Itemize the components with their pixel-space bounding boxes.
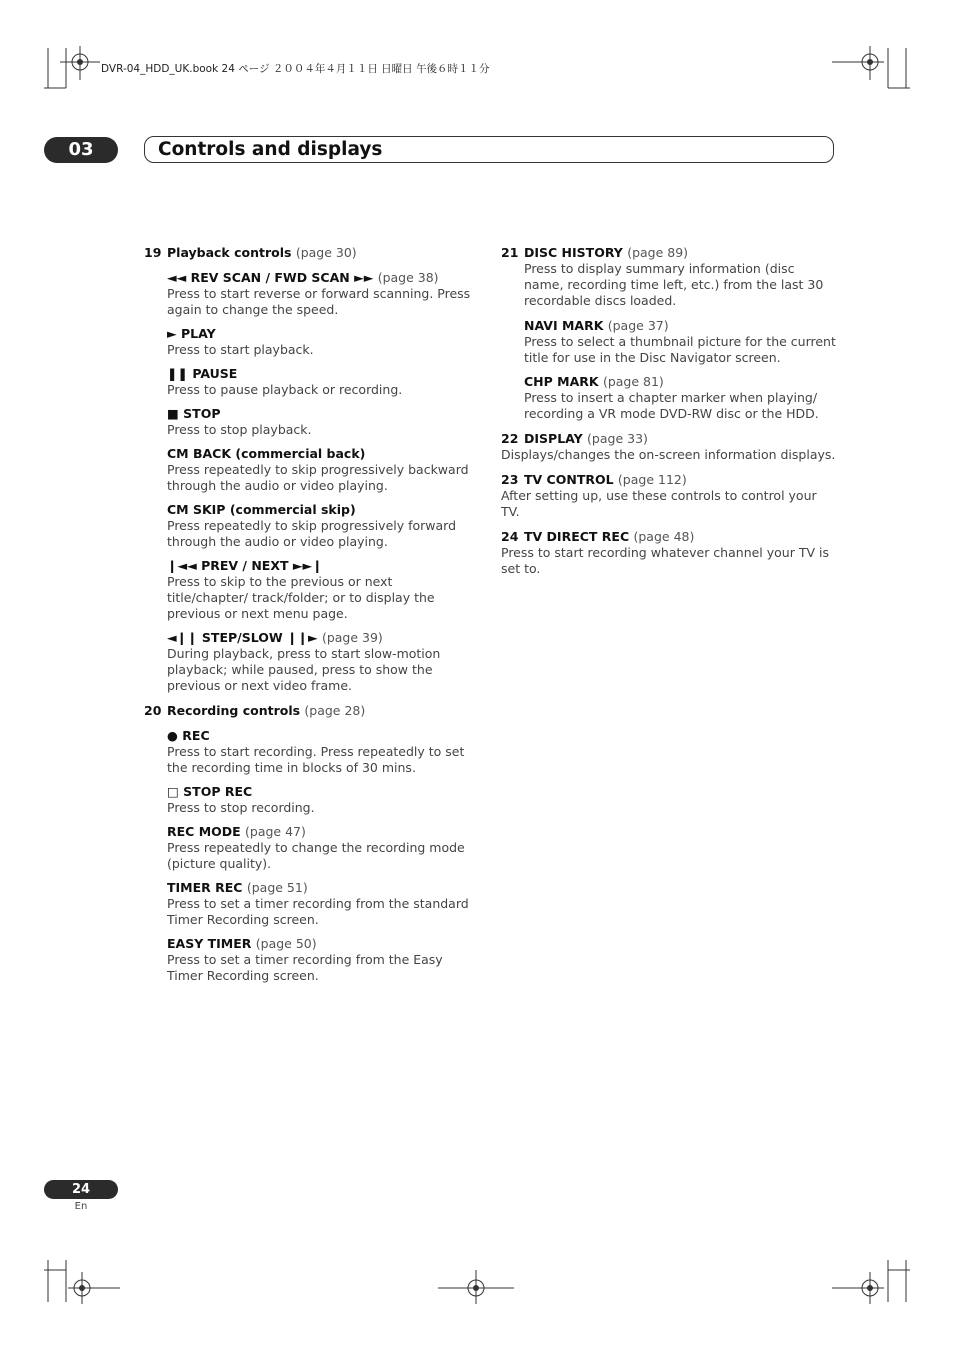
left-column bbox=[144, 245, 474, 993]
section-heading bbox=[144, 703, 474, 719]
control-item bbox=[167, 270, 474, 318]
control-description: Press repeatedly to change the recording mode (picture quality). bbox=[167, 840, 465, 871]
control-item bbox=[167, 880, 474, 928]
control-title: EASY TIMER bbox=[167, 936, 252, 951]
page-reference: (page 50) bbox=[255, 936, 317, 951]
control-item bbox=[167, 558, 474, 622]
section-title: Playback controls bbox=[167, 245, 292, 260]
section bbox=[501, 529, 836, 577]
control-heading bbox=[167, 558, 474, 574]
control-title: REV SCAN / FWD SCAN bbox=[190, 270, 350, 285]
control-item bbox=[167, 728, 474, 776]
section-number: 20 bbox=[144, 703, 162, 718]
control-title: CM BACK (commercial back) bbox=[167, 446, 366, 461]
control-description: Press to insert a chapter marker when playing/ recording a VR mode DVD-RW disc or the HDD. bbox=[524, 390, 819, 421]
section-description: Press to display summary information (disc name, recording time left, etc.) from the last 30 recordable discs loaded. bbox=[524, 261, 824, 308]
section-number: 19 bbox=[144, 245, 162, 260]
section bbox=[501, 245, 836, 422]
section-title: TV CONTROL bbox=[524, 472, 614, 487]
button-symbol-icon: ◄◄ bbox=[167, 270, 187, 285]
page-reference: (page 33) bbox=[587, 431, 648, 446]
control-title: CHP MARK bbox=[524, 374, 599, 389]
button-symbol-icon: ◄❙❙ bbox=[167, 630, 198, 645]
control-heading bbox=[524, 374, 836, 390]
section-description: Displays/changes the on-screen information displays. bbox=[501, 447, 836, 462]
section-heading bbox=[501, 245, 836, 261]
control-item bbox=[167, 936, 474, 984]
control-description: Press to set a timer recording from the standard Timer Recording screen. bbox=[167, 896, 469, 927]
chapter-title: Controls and displays bbox=[158, 139, 383, 160]
page-number-badge: 24 bbox=[44, 1180, 118, 1199]
control-item bbox=[167, 366, 474, 398]
control-heading bbox=[524, 318, 836, 334]
page-reference: (page 39) bbox=[321, 630, 383, 645]
button-symbol-icon: ❙❙► bbox=[287, 630, 318, 645]
control-title: PLAY bbox=[180, 326, 216, 341]
control-description: Press to start playback. bbox=[167, 342, 314, 357]
control-description: Press to select a thumbnail picture for the current title for use in the Disc Navigator screen. bbox=[524, 334, 836, 365]
control-heading bbox=[167, 880, 474, 896]
page-reference: (page 37) bbox=[607, 318, 669, 333]
control-title: PREV / NEXT bbox=[201, 558, 289, 573]
control-heading bbox=[167, 936, 474, 952]
control-description: Press to start recording. Press repeatedly to set the recording time in blocks of 30 mins. bbox=[167, 744, 465, 775]
button-symbol-icon: ►► bbox=[354, 270, 374, 285]
control-heading bbox=[167, 728, 474, 744]
section-description: Press to start recording whatever channel your TV is set to. bbox=[501, 545, 829, 576]
control-heading bbox=[167, 366, 474, 382]
control-title: NAVI MARK bbox=[524, 318, 604, 333]
control-description: Press to start reverse or forward scanning. Press again to change the speed. bbox=[167, 286, 471, 317]
control-title: STOP bbox=[183, 406, 221, 421]
control-heading bbox=[167, 784, 474, 800]
control-heading bbox=[167, 406, 474, 422]
button-symbol-icon: ❚❚ bbox=[167, 366, 188, 381]
control-heading bbox=[167, 630, 474, 646]
section-title: DISC HISTORY bbox=[524, 245, 623, 260]
control-heading bbox=[167, 824, 474, 840]
control-item bbox=[524, 374, 836, 422]
right-column bbox=[501, 245, 836, 586]
control-item bbox=[167, 446, 474, 494]
page-language: En bbox=[74, 1201, 88, 1212]
section-heading bbox=[501, 472, 836, 488]
button-symbol-icon: ►►❙ bbox=[292, 558, 323, 573]
button-symbol-icon: ► bbox=[167, 326, 177, 341]
section bbox=[501, 472, 836, 520]
control-description: Press to skip to the previous or next title/chapter/ track/folder; or to display the previous or next menu page. bbox=[167, 574, 435, 621]
control-description: Press repeatedly to skip progressively backward through the audio or video playing. bbox=[167, 462, 469, 493]
control-item bbox=[167, 406, 474, 438]
button-symbol-icon: ● bbox=[167, 728, 178, 743]
chapter-number-badge: 03 bbox=[44, 137, 118, 163]
section-number: 22 bbox=[501, 431, 519, 446]
page-reference: (page 28) bbox=[304, 703, 366, 718]
section-description: After setting up, use these controls to control your TV. bbox=[501, 488, 817, 519]
control-title: REC bbox=[182, 728, 210, 743]
control-title: TIMER REC bbox=[167, 880, 243, 895]
control-title: STOP REC bbox=[183, 784, 253, 799]
control-description: Press to pause playback or recording. bbox=[167, 382, 403, 397]
section-number: 21 bbox=[501, 245, 519, 260]
page-reference: (page 51) bbox=[246, 880, 308, 895]
section-number: 23 bbox=[501, 472, 519, 487]
control-heading bbox=[167, 270, 474, 286]
page-reference: (page 81) bbox=[602, 374, 664, 389]
section-title: Recording controls bbox=[167, 703, 301, 718]
control-item bbox=[167, 326, 474, 358]
control-description: Press to stop playback. bbox=[167, 422, 312, 437]
control-heading bbox=[167, 326, 474, 342]
control-heading bbox=[167, 502, 474, 518]
print-header: DVR-04_HDD_UK.book 24 ページ ２００４年４月１１日 日曜日 午後６時１１分 bbox=[101, 63, 490, 75]
control-description: Press to set a timer recording from the Easy Timer Recording screen. bbox=[167, 952, 443, 983]
control-description: During playback, press to start slow-motion playback; while paused, press to show the previous or next video frame. bbox=[167, 646, 441, 693]
control-title: PAUSE bbox=[192, 366, 238, 381]
page-reference: (page 48) bbox=[633, 529, 695, 544]
control-item bbox=[167, 502, 474, 550]
control-description: Press repeatedly to skip progressively forward through the audio or video playing. bbox=[167, 518, 457, 549]
section-title: DISPLAY bbox=[524, 431, 583, 446]
section-number: 24 bbox=[501, 529, 519, 544]
page-reference: (page 89) bbox=[627, 245, 689, 260]
page-reference: (page 47) bbox=[245, 824, 306, 839]
button-symbol-icon: ❙◄◄ bbox=[167, 558, 197, 573]
button-symbol-icon: ■ bbox=[167, 406, 179, 421]
section-heading bbox=[144, 245, 474, 261]
page-reference: (page 30) bbox=[295, 245, 357, 260]
control-title: REC MODE bbox=[167, 824, 241, 839]
section-heading bbox=[501, 529, 836, 545]
button-symbol-icon: □ bbox=[167, 784, 179, 799]
control-title: CM SKIP (commercial skip) bbox=[167, 502, 356, 517]
page-reference: (page 112) bbox=[617, 472, 687, 487]
control-item bbox=[524, 318, 836, 366]
page-reference: (page 38) bbox=[377, 270, 439, 285]
chapter-title-box bbox=[144, 136, 834, 163]
control-item bbox=[167, 630, 474, 694]
section bbox=[501, 431, 836, 463]
section bbox=[144, 245, 474, 694]
control-item bbox=[167, 784, 474, 816]
section bbox=[144, 703, 474, 984]
section-heading bbox=[501, 431, 836, 447]
section-title: TV DIRECT REC bbox=[524, 529, 630, 544]
control-heading bbox=[167, 446, 474, 462]
control-title: STEP/SLOW bbox=[201, 630, 283, 645]
control-description: Press to stop recording. bbox=[167, 800, 315, 815]
control-item bbox=[167, 824, 474, 872]
